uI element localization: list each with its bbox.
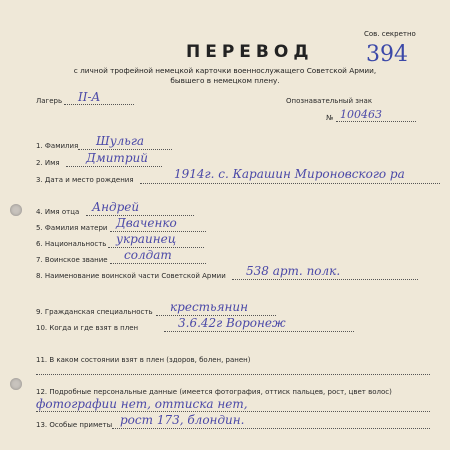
field-1-value: Шульга <box>96 134 145 148</box>
camp-line <box>64 104 134 105</box>
field-5-value: Дваченко <box>116 216 177 230</box>
punch-hole-top <box>10 204 22 216</box>
field-13-label: 13. Особые приметы <box>36 421 113 429</box>
field-2-label: 2. Имя <box>36 159 60 167</box>
field-7-line <box>110 263 206 264</box>
field-8-line <box>232 279 418 280</box>
field-8-value: 538 арт. полк. <box>246 264 341 278</box>
field-9-label: 9. Гражданская специальность <box>36 308 153 316</box>
camp-label: Лагерь <box>36 97 63 105</box>
field-1-line <box>78 149 172 150</box>
field-12-label: 12. Подробные персональные данные (имеется фотография, оттиск пальцев, рост, цвет волос) <box>36 388 392 396</box>
punch-hole-bottom <box>10 378 22 390</box>
field-6-value: украинец <box>116 232 177 246</box>
field-4-label: 4. Имя отца <box>36 208 80 216</box>
field-13-value: рост 173, блондин. <box>120 413 245 427</box>
field-2-line <box>66 166 162 167</box>
field-5-label: 5. Фамилия матери <box>36 224 108 232</box>
id-tag-value: 100463 <box>340 108 382 121</box>
field-3-value: 1914г. с. Карашин Мироновского ра <box>174 167 405 181</box>
field-1-label: 1. Фамилия <box>36 142 79 150</box>
document-title: ПЕРЕВОД <box>186 42 314 62</box>
field-12-line <box>36 411 430 412</box>
field-3-line <box>140 183 440 184</box>
camp-value: II-A <box>78 90 101 104</box>
field-2-value: Дмитрий <box>86 151 148 165</box>
classification-label: Сов. секретно <box>364 30 416 38</box>
field-6-label: 6. Национальность <box>36 240 107 248</box>
field-13-line <box>112 428 430 429</box>
field-4-value: Андрей <box>92 200 140 214</box>
field-10-line <box>164 331 354 332</box>
field-7-value: солдат <box>124 248 172 262</box>
field-9-value: крестьянин <box>170 300 249 314</box>
id-tag-prefix: № <box>326 114 334 122</box>
field-11-label: 11. В каком состоянии взят в плен (здоров, болен, ранен) <box>36 356 251 364</box>
field-11-line <box>36 374 430 375</box>
id-tag-line <box>336 121 416 122</box>
field-3-label: 3. Дата и место рождения <box>36 176 134 184</box>
field-12-value: фотографии нет, оттиска нет, <box>36 397 248 411</box>
field-7-label: 7. Воинское звание <box>36 256 108 264</box>
id-tag-label: Опознавательный знак <box>286 97 373 105</box>
document-subtitle: с личной трофейной немецкой карточки военнослужащего Советской Армии, бывшего в немецком плену. <box>73 66 377 85</box>
page-number-stamp: 394 <box>366 42 408 67</box>
field-8-label: 8. Наименование воинской части Советской Армии <box>36 272 226 280</box>
field-10-label: 10. Когда и где взят в плен <box>36 324 139 332</box>
field-10-value: 3.6.42г Воронеж <box>178 316 286 330</box>
